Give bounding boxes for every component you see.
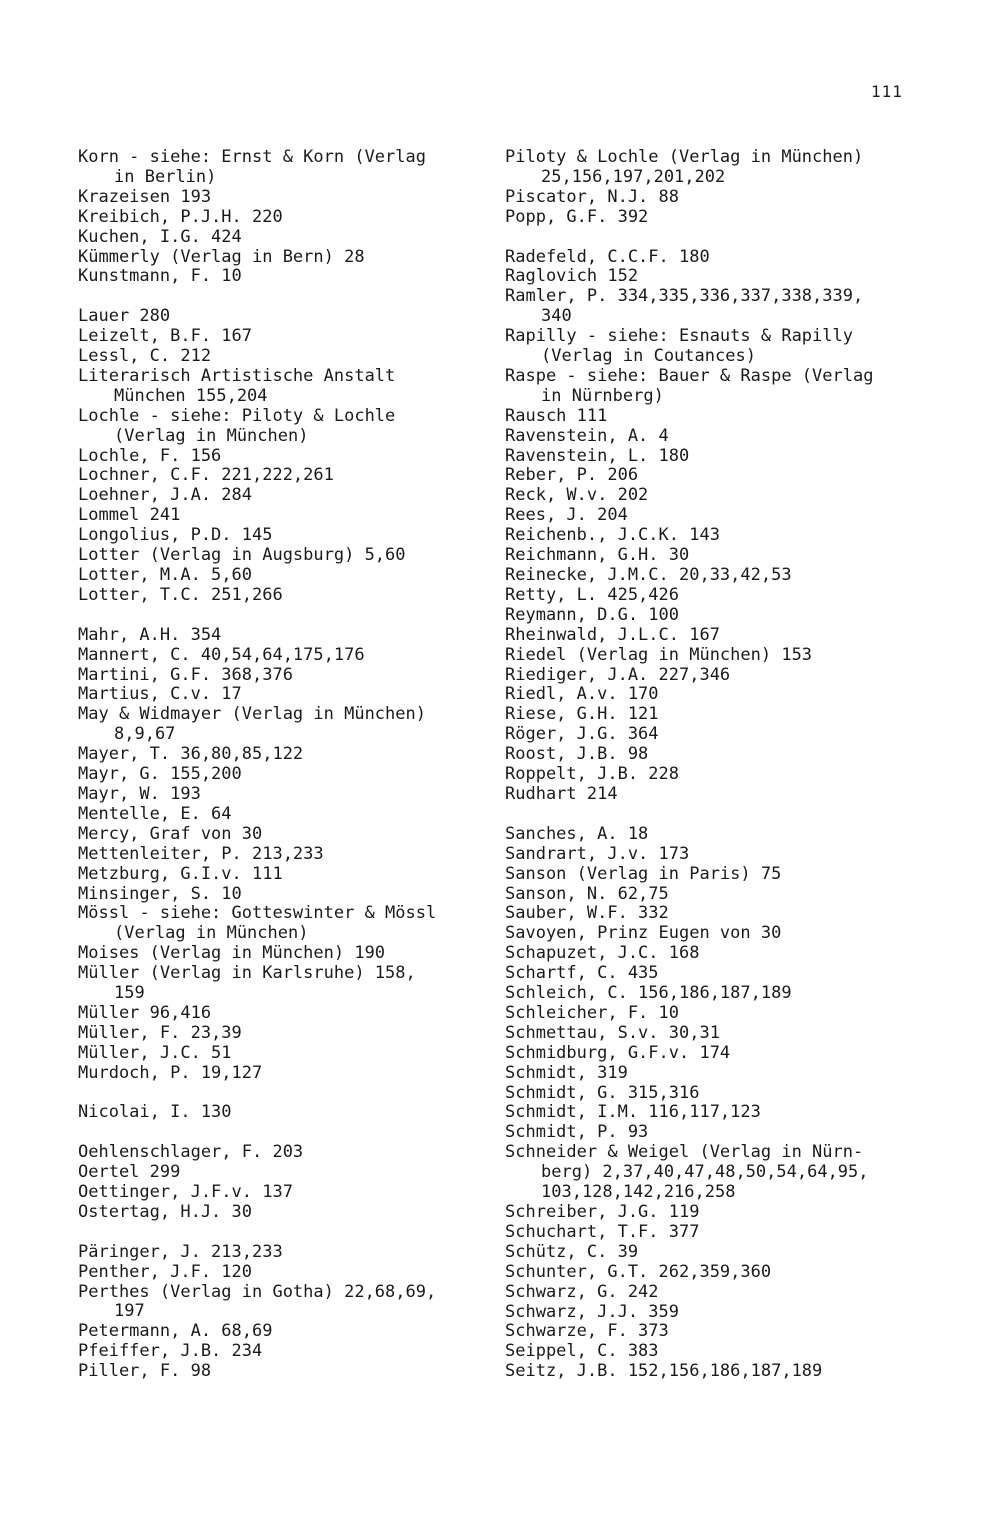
- index-entry: [78, 407, 498, 447]
- entry-heading-line: Ostertag, H.J. 30: [78, 1201, 252, 1222]
- index-entry: [78, 785, 498, 805]
- entry-heading-line: Savoyen, Prinz Eugen von 30: [505, 923, 782, 944]
- index-entry: [505, 427, 935, 447]
- entry-heading-line: Mayr, G. 155,200: [78, 764, 242, 785]
- entry-heading-line: Reinecke, J.M.C. 20,33,42,53: [505, 565, 792, 586]
- entry-heading-line: Riese, G.H. 121: [505, 704, 659, 725]
- index-entry: [505, 1283, 935, 1303]
- entry-heading-line: Ramler, P. 334,335,336,337,338,339,: [505, 286, 864, 307]
- index-entry: [78, 228, 498, 248]
- index-entry: [505, 486, 935, 506]
- entry-heading-line: Kreibich, P.J.H. 220: [78, 206, 283, 227]
- index-entry: [505, 1243, 935, 1263]
- index-entry: [78, 506, 498, 526]
- index-entry: [78, 964, 498, 1004]
- index-entry: [78, 1064, 498, 1084]
- index-entry: [78, 865, 498, 885]
- entry-heading-line: Mercy, Graf von 30: [78, 823, 263, 844]
- section-gap: [505, 805, 935, 825]
- entry-heading-line: Pfeiffer, J.B. 234: [78, 1341, 263, 1362]
- index-entry: [78, 1103, 498, 1123]
- entry-heading-line: Martius, C.v. 17: [78, 684, 242, 705]
- entry-heading-line: Mahr, A.H. 354: [78, 624, 222, 645]
- entry-heading-line: Oehlenschlager, F. 203: [78, 1142, 304, 1163]
- index-entry: [505, 825, 935, 845]
- index-entry: [505, 984, 935, 1004]
- index-entry: [505, 845, 935, 865]
- index-entry: [78, 546, 498, 566]
- entry-heading-line: Müller (Verlag in Karlsruhe) 158,: [78, 963, 416, 984]
- entry-heading-line: Lotter (Verlag in Augsburg) 5,60: [78, 545, 406, 566]
- index-entry: [505, 646, 935, 666]
- entry-heading-line: Schmidt, 319: [505, 1062, 628, 1083]
- index-entry: [78, 904, 498, 944]
- entry-heading-line: Lommel 241: [78, 505, 181, 526]
- entry-heading-line: Müller, J.C. 51: [78, 1042, 232, 1063]
- index-entry: [505, 287, 935, 327]
- entry-heading-line: Raglovich 152: [505, 266, 639, 287]
- index-entry: [505, 586, 935, 606]
- index-entry: [78, 765, 498, 785]
- entry-heading-line: Reymann, D.G. 100: [505, 604, 679, 625]
- entry-heading-line: Ravenstein, L. 180: [505, 445, 690, 466]
- entry-heading-line: Korn - siehe: Ernst & Korn (Verlag: [78, 147, 426, 167]
- index-entry: [78, 626, 498, 646]
- entry-heading-line: Schmettau, S.v. 30,31: [505, 1022, 720, 1043]
- entry-continuation-line: (Verlag in München): [114, 923, 309, 944]
- entry-heading-line: Minsinger, S. 10: [78, 883, 242, 904]
- entry-heading-line: Longolius, P.D. 145: [78, 525, 273, 546]
- index-entry: [78, 1203, 498, 1223]
- entry-heading-line: Schmidt, P. 93: [505, 1122, 649, 1143]
- section-gap: [78, 606, 498, 626]
- index-entry: [78, 188, 498, 208]
- entry-heading-line: Reichenb., J.C.K. 143: [505, 525, 720, 546]
- index-entry: [78, 1362, 498, 1382]
- index-entry: [505, 1362, 935, 1382]
- entry-continuation-line: 8,9,67: [114, 724, 176, 745]
- entry-heading-line: Lochle, F. 156: [78, 445, 222, 466]
- entry-heading-line: Schwarze, F. 373: [505, 1321, 669, 1342]
- entry-heading-line: Schleicher, F. 10: [505, 1002, 679, 1023]
- index-entry: [78, 705, 498, 745]
- index-column-left: [78, 148, 498, 1382]
- index-entry: [78, 685, 498, 705]
- entry-heading-line: Oertel 299: [78, 1162, 181, 1183]
- section-gap: [505, 228, 935, 248]
- index-entry: [505, 506, 935, 526]
- index-entry: [78, 885, 498, 905]
- index-entry: [78, 1342, 498, 1362]
- entry-heading-line: Schneider & Weigel (Verlag in Nürn-: [505, 1142, 864, 1163]
- index-entry: [505, 1024, 935, 1044]
- index-entry: [505, 685, 935, 705]
- index-entry: [505, 765, 935, 785]
- entry-heading-line: Reber, P. 206: [505, 465, 639, 486]
- index-entry: [78, 1183, 498, 1203]
- index-entry: [78, 825, 498, 845]
- entry-heading-line: Reck, W.v. 202: [505, 485, 649, 506]
- entry-heading-line: Piscator, N.J. 88: [505, 186, 679, 207]
- entry-continuation-line: in Berlin): [114, 166, 217, 187]
- entry-heading-line: Mettenleiter, P. 213,233: [78, 843, 324, 864]
- index-entry: [505, 904, 935, 924]
- index-entry: [78, 447, 498, 467]
- entry-heading-line: Päringer, J. 213,233: [78, 1241, 283, 1262]
- index-entry: [78, 526, 498, 546]
- entry-heading-line: Riedl, A.v. 170: [505, 684, 659, 705]
- entry-heading-line: Reichmann, G.H. 30: [505, 545, 690, 566]
- index-entry: [505, 745, 935, 765]
- index-entry: [505, 447, 935, 467]
- entry-heading-line: Penther, J.F. 120: [78, 1261, 252, 1282]
- index-entry: [78, 367, 498, 407]
- index-entry: [78, 666, 498, 686]
- entry-heading-line: Perthes (Verlag in Gotha) 22,68,69,: [78, 1281, 437, 1302]
- index-entry: [505, 606, 935, 626]
- index-entry: [505, 1064, 935, 1084]
- entry-heading-line: Piller, F. 98: [78, 1361, 212, 1382]
- entry-heading-line: Popp, G.F. 392: [505, 206, 649, 227]
- index-entry: [505, 666, 935, 686]
- entry-continuation-line: berg) 2,37,40,47,48,50,54,64,95,: [541, 1162, 869, 1183]
- entry-heading-line: Leizelt, B.F. 167: [78, 326, 252, 347]
- entry-heading-line: Raspe - siehe: Bauer & Raspe (Verlag: [505, 365, 874, 386]
- index-entry: [78, 1163, 498, 1183]
- index-entry: [78, 307, 498, 327]
- entry-heading-line: Loehner, J.A. 284: [78, 485, 252, 506]
- entry-heading-line: Mayr, W. 193: [78, 783, 201, 804]
- index-entry: [505, 1004, 935, 1024]
- entry-continuation-line: 103,128,142,216,258: [541, 1182, 736, 1203]
- index-entry: [505, 944, 935, 964]
- entry-heading-line: Murdoch, P. 19,127: [78, 1062, 263, 1083]
- index-entry: [505, 327, 935, 367]
- page-number: 111: [871, 82, 903, 101]
- entry-continuation-line: 340: [541, 306, 572, 327]
- entry-heading-line: Rudhart 214: [505, 783, 618, 804]
- entry-continuation-line: 159: [114, 983, 145, 1004]
- index-entry: [505, 964, 935, 984]
- index-entry: [505, 407, 935, 427]
- index-entry: [505, 148, 935, 188]
- entry-heading-line: Roost, J.B. 98: [505, 744, 649, 765]
- section-gap: [78, 1084, 498, 1104]
- index-entry: [505, 1263, 935, 1283]
- index-entry: [78, 745, 498, 765]
- index-entry: [505, 725, 935, 745]
- entry-heading-line: Schuchart, T.F. 377: [505, 1221, 700, 1242]
- index-entry: [78, 267, 498, 287]
- entry-heading-line: Schmidburg, G.F.v. 174: [505, 1042, 731, 1063]
- section-gap: [78, 1123, 498, 1143]
- entry-heading-line: Mayer, T. 36,80,85,122: [78, 744, 304, 765]
- entry-heading-line: Riediger, J.A. 227,346: [505, 664, 731, 685]
- entry-heading-line: Seippel, C. 383: [505, 1341, 659, 1362]
- entry-heading-line: Schapuzet, J.C. 168: [505, 943, 700, 964]
- index-entry: [505, 885, 935, 905]
- index-entry: [78, 1243, 498, 1263]
- index-entry: [78, 1044, 498, 1064]
- entry-heading-line: Kuchen, I.G. 424: [78, 226, 242, 247]
- index-entry: [505, 1084, 935, 1104]
- index-entry: [78, 1024, 498, 1044]
- entry-heading-line: Literarisch Artistische Anstalt: [78, 365, 396, 386]
- entry-heading-line: Röger, J.G. 364: [505, 724, 659, 745]
- entry-continuation-line: (Verlag in München): [114, 425, 309, 446]
- index-entry: [78, 248, 498, 268]
- index-column-right: [505, 148, 935, 1382]
- entry-heading-line: Nicolai, I. 130: [78, 1102, 232, 1123]
- entry-heading-line: Ravenstein, A. 4: [505, 425, 669, 446]
- index-entry: [505, 526, 935, 546]
- index-entry: [78, 327, 498, 347]
- index-entry: [78, 805, 498, 825]
- entry-heading-line: Sanson (Verlag in Paris) 75: [505, 863, 782, 884]
- index-entry: [78, 845, 498, 865]
- entry-heading-line: May & Widmayer (Verlag in München): [78, 704, 426, 725]
- index-entry: [505, 1044, 935, 1064]
- entry-heading-line: Sauber, W.F. 332: [505, 903, 669, 924]
- index-entry: [78, 566, 498, 586]
- index-entry: [505, 367, 935, 407]
- index-entry: [505, 924, 935, 944]
- entry-heading-line: Schreiber, J.G. 119: [505, 1202, 700, 1222]
- entry-heading-line: Petermann, A. 68,69: [78, 1321, 273, 1342]
- entry-heading-line: Schwarz, J.J. 359: [505, 1301, 679, 1322]
- entry-continuation-line: 25,156,197,201,202: [541, 166, 726, 187]
- entry-heading-line: Lotter, T.C. 251,266: [78, 584, 283, 605]
- entry-heading-line: Mannert, C. 40,54,64,175,176: [78, 644, 365, 665]
- entry-continuation-line: in Nürnberg): [541, 385, 664, 406]
- entry-heading-line: Metzburg, G.I.v. 111: [78, 863, 283, 884]
- index-entry: [78, 586, 498, 606]
- entry-heading-line: Piloty & Lochle (Verlag in München): [505, 147, 864, 167]
- entry-heading-line: Sanson, N. 62,75: [505, 883, 669, 904]
- index-entry: [78, 347, 498, 367]
- entry-continuation-line: München 155,204: [114, 385, 268, 406]
- index-entry: [505, 208, 935, 228]
- index-entry: [505, 705, 935, 725]
- index-entry: [505, 785, 935, 805]
- index-entry: [505, 566, 935, 586]
- index-entry: [505, 1123, 935, 1143]
- index-entry: [78, 466, 498, 486]
- entry-heading-line: Mössl - siehe: Gotteswinter & Mössl: [78, 903, 437, 924]
- index-entry: [78, 646, 498, 666]
- entry-heading-line: Lessl, C. 212: [78, 346, 212, 367]
- entry-heading-line: Schmidt, I.M. 116,117,123: [505, 1102, 761, 1123]
- index-entry: [78, 148, 498, 188]
- entry-heading-line: Mentelle, E. 64: [78, 803, 232, 824]
- entry-heading-line: Sandrart, J.v. 173: [505, 843, 690, 864]
- entry-heading-line: Schütz, C. 39: [505, 1241, 639, 1262]
- entry-heading-line: Rausch 111: [505, 405, 608, 426]
- entry-heading-line: Rheinwald, J.L.C. 167: [505, 624, 720, 645]
- index-entry: [505, 1143, 935, 1203]
- entry-heading-line: Lochle - siehe: Piloty & Lochle: [78, 405, 396, 426]
- index-entry: [78, 208, 498, 228]
- entry-heading-line: Rapilly - siehe: Esnauts & Rapilly: [505, 326, 853, 347]
- index-entry: [78, 1004, 498, 1024]
- entry-heading-line: Moises (Verlag in München) 190: [78, 943, 386, 964]
- entry-heading-line: Riedel (Verlag in München) 153: [505, 644, 813, 665]
- index-entry: [505, 546, 935, 566]
- entry-heading-line: Rees, J. 204: [505, 505, 628, 526]
- entry-heading-line: Seitz, J.B. 152,156,186,187,189: [505, 1361, 823, 1382]
- index-entry: [78, 944, 498, 964]
- index-entry: [78, 1322, 498, 1342]
- entry-heading-line: Kunstmann, F. 10: [78, 266, 242, 287]
- entry-heading-line: Lotter, M.A. 5,60: [78, 565, 252, 586]
- section-gap: [78, 287, 498, 307]
- index-entry: [505, 1103, 935, 1123]
- entry-heading-line: Martini, G.F. 368,376: [78, 664, 293, 685]
- index-entry: [78, 1263, 498, 1283]
- section-gap: [78, 1223, 498, 1243]
- entry-heading-line: Müller, F. 23,39: [78, 1022, 242, 1043]
- entry-heading-line: Schartf, C. 435: [505, 963, 659, 984]
- entry-heading-line: Retty, L. 425,426: [505, 584, 679, 605]
- index-entry: [78, 1283, 498, 1323]
- index-entry: [78, 1143, 498, 1163]
- index-entry: [505, 466, 935, 486]
- entry-heading-line: Krazeisen 193: [78, 186, 212, 207]
- index-entry: [505, 267, 935, 287]
- entry-continuation-line: 197: [114, 1301, 145, 1322]
- index-entry: [505, 248, 935, 268]
- index-entry: [505, 1223, 935, 1243]
- entry-continuation-line: (Verlag in Coutances): [541, 346, 756, 367]
- entry-heading-line: Lochner, C.F. 221,222,261: [78, 465, 334, 486]
- index-entry: [505, 1203, 935, 1223]
- entry-heading-line: Schmidt, G. 315,316: [505, 1082, 700, 1103]
- index-entry: [505, 1303, 935, 1323]
- index-entry: [505, 188, 935, 208]
- entry-heading-line: Kümmerly (Verlag in Bern) 28: [78, 246, 365, 267]
- entry-heading-line: Schleich, C. 156,186,187,189: [505, 983, 792, 1004]
- entry-heading-line: Lauer 280: [78, 306, 171, 327]
- entry-heading-line: Sanches, A. 18: [505, 823, 649, 844]
- entry-heading-line: Roppelt, J.B. 228: [505, 764, 679, 785]
- entry-heading-line: Oettinger, J.F.v. 137: [78, 1182, 293, 1203]
- entry-heading-line: Müller 96,416: [78, 1002, 212, 1023]
- entry-heading-line: Schwarz, G. 242: [505, 1281, 659, 1302]
- entry-heading-line: Schunter, G.T. 262,359,360: [505, 1261, 772, 1282]
- index-entry: [505, 865, 935, 885]
- index-entry: [505, 1342, 935, 1362]
- index-entry: [505, 1322, 935, 1342]
- entry-heading-line: Radefeld, C.C.F. 180: [505, 246, 710, 267]
- index-entry: [505, 626, 935, 646]
- index-entry: [78, 486, 498, 506]
